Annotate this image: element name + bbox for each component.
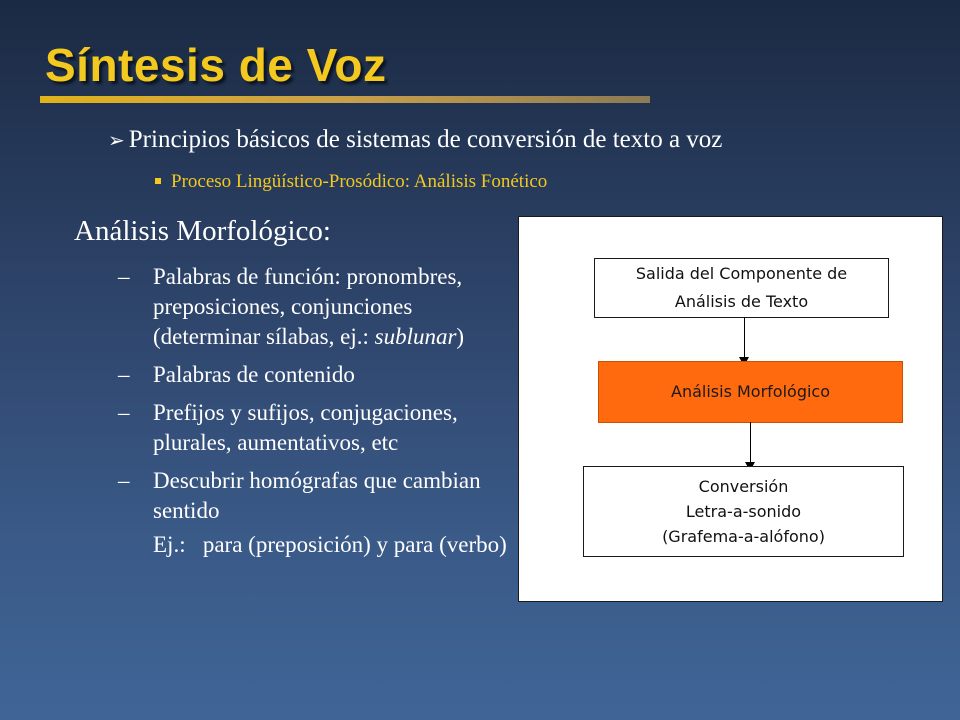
item-italic-word: sublunar	[374, 324, 457, 349]
box-morphological-analysis	[598, 361, 903, 423]
arrow-2-line	[750, 422, 751, 464]
dash-marker: –	[118, 362, 130, 387]
bullet-level1	[108, 126, 722, 154]
arrow-1-line	[744, 317, 745, 359]
example-line: Ej.: para (preposición) y para (verbo)	[153, 532, 507, 557]
list-item	[118, 360, 518, 390]
box3-line2: Letra-a-sonido	[685, 502, 802, 521]
square-bullet-icon	[155, 178, 161, 184]
dash-marker: –	[118, 468, 130, 493]
title-underline	[40, 96, 650, 103]
box1-line1: Salida del Componente de	[635, 264, 848, 283]
list-item	[118, 466, 518, 526]
box1-line2: Análisis de Texto	[674, 292, 809, 311]
dash-marker: –	[118, 400, 130, 425]
section-heading: Análisis Morfológico:	[74, 215, 331, 247]
slide-title: Síntesis de Voz	[45, 39, 387, 91]
bullet-level2-text: Proceso Lingüístico-Prosódico: Análisis Fonético	[171, 171, 548, 192]
arrow-bullet-icon: ➢	[108, 128, 125, 152]
item-text: Palabras de función: pronombres, preposiciones, conjunciones (determinar sílabas, ej.:	[153, 264, 463, 349]
item-list	[118, 262, 518, 568]
box3-line1: Conversión	[698, 477, 789, 496]
list-item	[118, 398, 518, 458]
bullet-level1-text: Principios básicos de sistemas de conversión de texto a voz	[128, 126, 723, 153]
example-text	[118, 530, 518, 560]
item-text: Descubrir homógrafas que cambian sentido	[153, 468, 481, 523]
list-item	[118, 262, 518, 352]
box-letter-to-sound	[583, 466, 904, 557]
box2-label: Análisis Morfológico	[671, 382, 830, 401]
dash-marker: –	[118, 264, 130, 289]
item-text-end: )	[456, 324, 465, 349]
bullet-level2	[155, 171, 547, 193]
item-text: Palabras de contenido	[153, 362, 355, 387]
box3-line3: (Grafema-a-alófono)	[662, 527, 825, 546]
flow-diagram-panel	[518, 216, 943, 602]
item-text: Prefijos y sufijos, conjugaciones, plurales, aumentativos, etc	[153, 400, 458, 455]
box-output-text-analysis	[594, 258, 889, 318]
